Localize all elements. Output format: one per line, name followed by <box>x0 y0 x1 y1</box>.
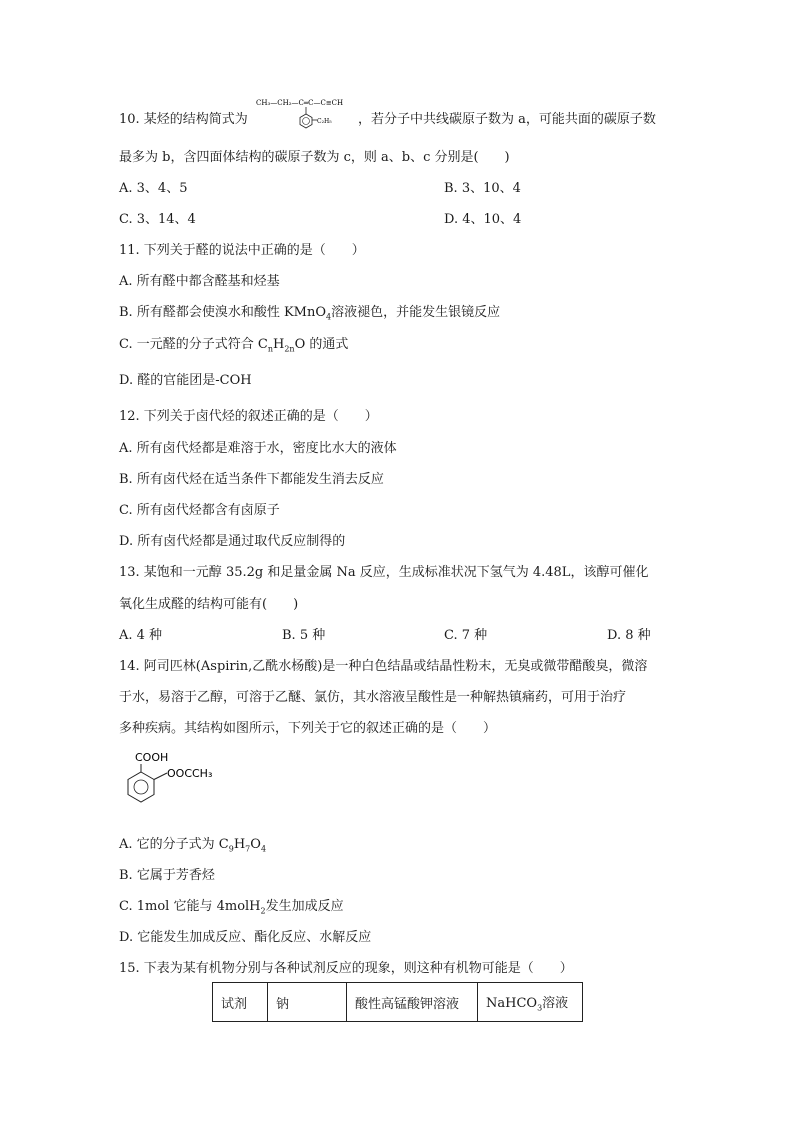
q10-ethyl-text: C₂H₅ <box>317 118 332 125</box>
table-cell-sodium: 钠 <box>268 983 347 1022</box>
q11-c-mid: H <box>272 337 285 352</box>
table-cell-reagent: 试剂 <box>213 983 268 1022</box>
q10-option-d: D. 4、10、4 <box>444 212 522 227</box>
q11-c-pre: C. 一元醛的分子式符合 C <box>119 337 268 352</box>
q14-a-mid2: O <box>250 837 261 852</box>
q11-c-sub2: 2n <box>284 344 295 354</box>
q13-line1: 13. 某饱和一元醇 35.2g 和足量金属 Na 反应，生成标准状况下氢气为 4.48L，该醇可催化 <box>119 565 649 580</box>
nahco3-pre: NaHCO <box>486 995 538 1011</box>
q10-option-b: B. 3、10、4 <box>444 181 521 196</box>
q11-option-a: A. 所有醛中都含醛基和烃基 <box>119 274 280 289</box>
q12-option-a: A. 所有卤代烃都是难溶于水，密度比水大的液体 <box>119 441 397 456</box>
q12-stem: 12. 下列关于卤代烃的叙述正确的是（ ） <box>119 409 378 424</box>
q11-b-post: 溶液褪色，并能发生银镜反应 <box>331 305 501 320</box>
nahco3-sub: 3 <box>537 1003 543 1013</box>
q10-line1 <box>119 108 248 127</box>
q12-option-c: C. 所有卤代烃都含有卤原子 <box>119 503 280 518</box>
q11-stem: 11. 下列关于醛的说法中正确的是（ ） <box>119 243 365 258</box>
q13-line2: 氧化生成醛的结构可能有( ) <box>119 597 299 612</box>
q14-c-pre: C. 1mol 它能与 4molH <box>119 899 261 914</box>
q14-a-s2: 7 <box>245 844 251 854</box>
nahco3-post: 溶液 <box>542 995 569 1011</box>
q10-suffix: ，若分子中共线碳原子数为 a，可能共面的碳原子数 <box>358 112 656 127</box>
q14-option-c <box>119 895 344 916</box>
table-cell-nahco3 <box>478 983 583 1022</box>
q14-line2: 于水，易溶于乙醇，可溶于乙醚、氯仿，其水溶液呈酸性是一种解热镇痛药，可用于治疗 <box>119 690 627 705</box>
q13-option-a: A. 4 种 <box>119 628 163 643</box>
q14-line3: 多种疾病。其结构如图所示，下列关于它的叙述正确的是（ ） <box>119 721 497 736</box>
q10-option-c: C. 3、14、4 <box>119 212 196 227</box>
q14-option-b: B. 它属于芳香烃 <box>119 868 215 883</box>
q10-prefix: 10. 某烃的结构简式为 <box>119 112 248 127</box>
q11-c-sub1: n <box>267 344 273 354</box>
q14-a-s3: 4 <box>260 844 267 854</box>
q13-option-c: C. 7 种 <box>444 628 488 643</box>
q14-a-mid1: H <box>233 837 246 852</box>
q12-option-b: B. 所有卤代烃在适当条件下都能发生消去反应 <box>119 472 384 487</box>
table-cell-kmno4: 酸性高锰酸钾溶液 <box>347 983 478 1022</box>
aspirin-ester-text: OOCCH₃ <box>167 767 213 780</box>
q11-option-d: D. 醛的官能团是-COH <box>119 373 252 388</box>
benzene-ring-icon <box>300 114 312 128</box>
q14-a-s1: 9 <box>228 844 234 854</box>
q14-c-sub: 2 <box>260 906 266 916</box>
q14-option-a <box>119 833 266 854</box>
q12-option-d: D. 所有卤代烃都是通过取代反应制得的 <box>119 534 346 549</box>
q14-option-d: D. 它能发生加成反应、酯化反应、水解反应 <box>119 930 372 945</box>
q10-chain-text: CH₃—CH₂—C═C—C≡CH <box>256 99 344 107</box>
q15-stem: 15. 下表为某有机物分别与各种试剂反应的现象，则这种有机物可能是（ ） <box>119 961 573 976</box>
table-row <box>213 983 583 1022</box>
q11-b-pre: B. 所有醛都会使溴水和酸性 KMnO <box>119 305 327 320</box>
q14-a-pre: A. 它的分子式为 C <box>119 837 229 852</box>
q13-option-d: D. 8 种 <box>607 628 651 643</box>
q14-line1: 14. 阿司匹林(Aspirin,乙酰水杨酸)是一种白色结晶或结晶性粉末，无臭或微带醋酸臭，微溶 <box>119 659 648 674</box>
q14-c-post: 发生加成反应 <box>265 899 344 914</box>
q11-c-post: O 的通式 <box>294 337 349 352</box>
q11-b-sub: 4 <box>326 312 332 322</box>
aspirin-structure-diagram <box>121 750 231 810</box>
q10-line2: 最多为 b，含四面体结构的碳原子数为 c，则 a、b、c 分别是( ) <box>119 150 510 165</box>
q11-option-c <box>119 333 348 354</box>
aspirin-cooh-text: COOH <box>135 751 169 764</box>
q13-option-b: B. 5 种 <box>282 628 326 643</box>
benzene-ring-icon <box>128 772 154 802</box>
q10-structure-diagram <box>254 96 360 132</box>
q10-option-a: A. 3、4、5 <box>119 181 188 196</box>
q15-reagent-table <box>212 982 583 1022</box>
q11-option-b <box>119 301 500 322</box>
